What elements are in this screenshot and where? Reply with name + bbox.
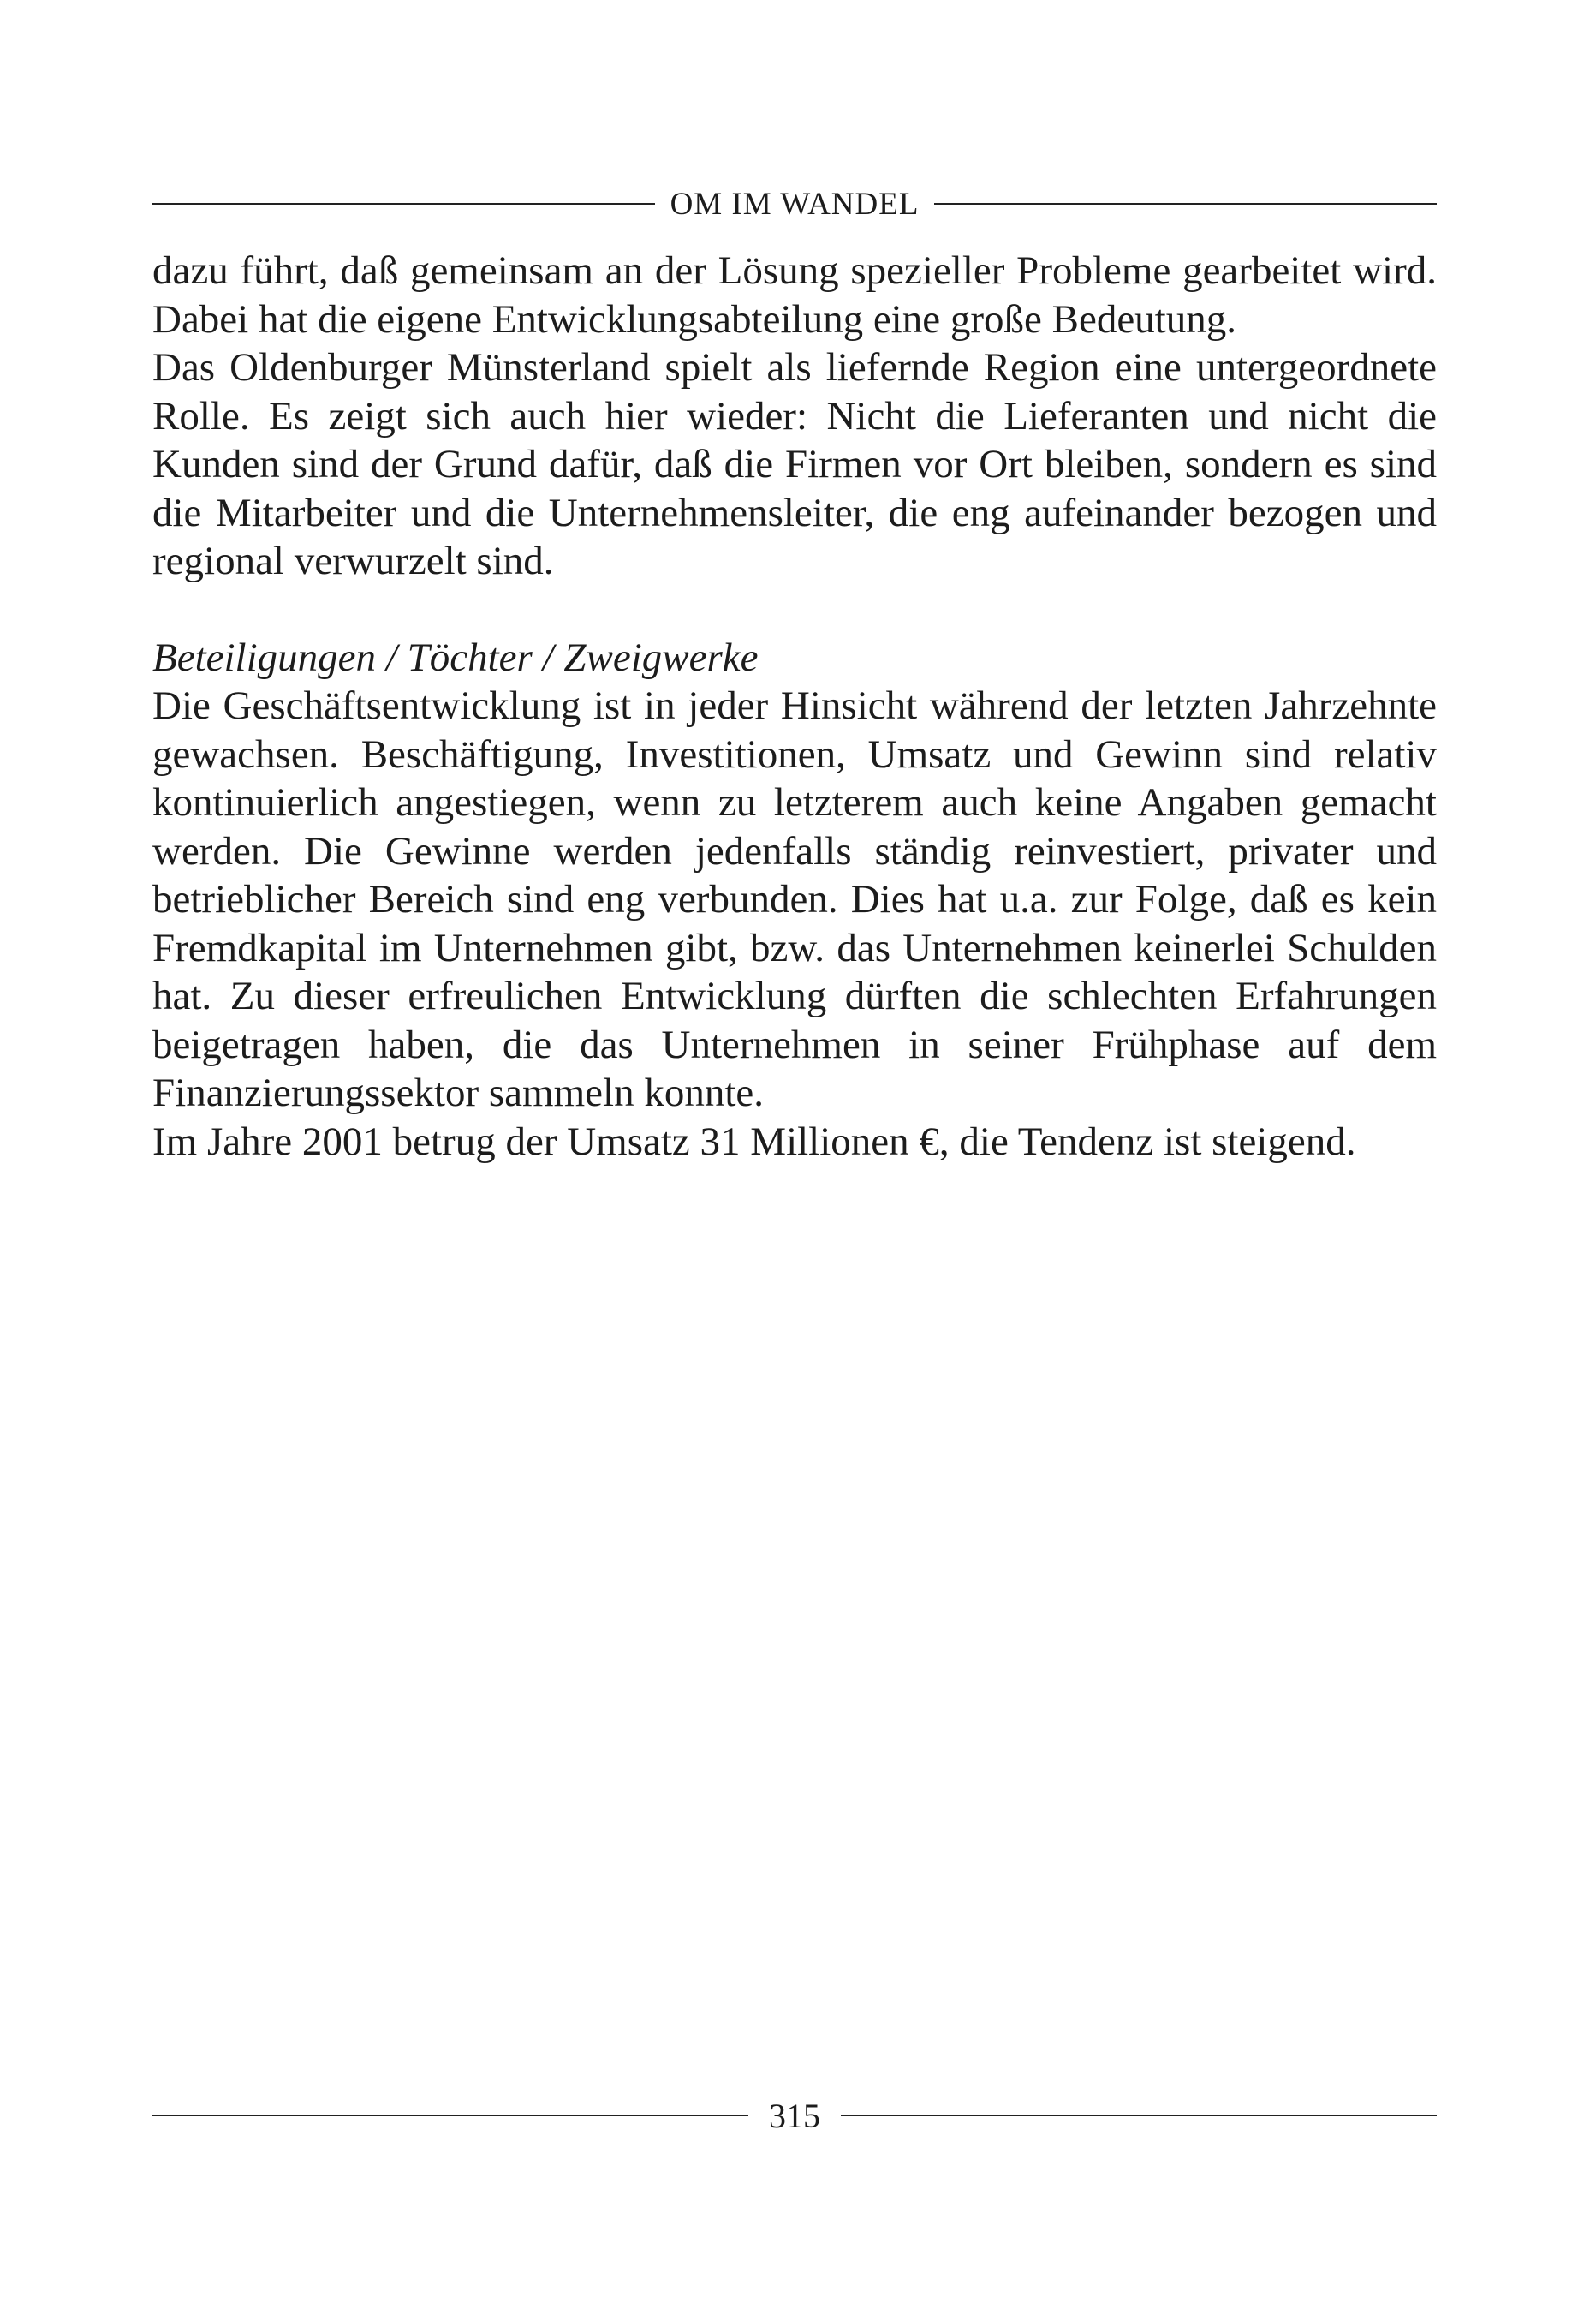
page-footer [152,2090,1437,2141]
running-head-rule-left [152,203,655,205]
section-paragraph-1: Die Geschäftsentwicklung ist in jeder Hinsicht während der letzten Jahrzehnte gewachsen. Beschäftigung, Investitionen, Umsatz und Gewinn sind relativ kontinuierlich angestiegen, wenn zu letzterem auch keine Angaben gemacht werden. Die Gewinne werden jedenfalls ständig reinvestiert, privater und betrieblicher Bereich sind eng verbunden. Dies hat u.a. zur Folge, daß es kein Fremdkapital im Unternehmen gibt, bzw. das Unternehmen keinerlei Schulden hat. Zu dieser erfreulichen Entwicklung dürften die schlechten Erfahrungen beigetragen haben, die das Unternehmen in seiner Frühphase auf dem Finanzierungssektor sammeln konnte. [152,683,1437,1115]
page-number: 315 [769,2096,820,2135]
footer-rule-right [841,2115,1437,2116]
paragraph-1: dazu führt, daß gemeinsam an der Lösung spezieller Probleme gearbeitet wird. Dabei hat die eigene Entwicklungsabteilung eine große Bedeutung. [152,248,1437,342]
running-head-title: OM IM WANDEL [670,186,920,222]
section-heading: Beteiligungen / Töchter / Zweigwerke [152,635,759,680]
running-head-rule-right [934,203,1437,205]
footer-rule-left [152,2115,748,2116]
section-paragraph-2: Im Jahre 2001 betrug der Umsatz 31 Millionen €, die Tendenz ist steigend. [152,1119,1356,1164]
running-head [152,180,1437,228]
body-text [152,247,1437,1166]
paragraph-2: Das Oldenburger Münsterland spielt als liefernde Region eine untergeordnete Rolle. Es zeigt sich auch hier wieder: Nicht die Lieferanten und nicht die Kunden sind der Grund dafür, daß die Firmen vor Ort bleiben, sondern es sind die Mitarbeiter und die Unternehmensleiter, die eng aufeinander bezogen und regional verwurzelt sind. [152,345,1437,583]
